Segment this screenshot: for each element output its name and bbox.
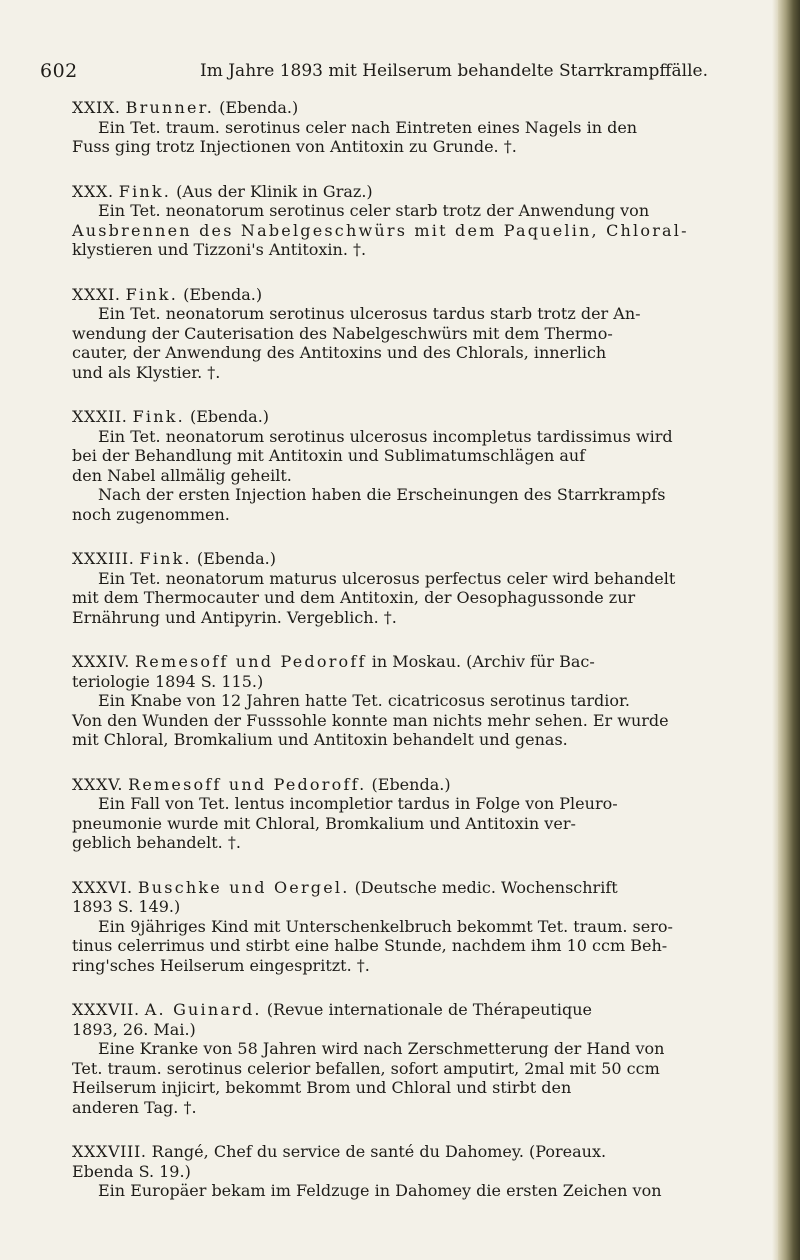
case-source-continued: 1893, 26. Mai.)	[72, 1019, 196, 1039]
case-text-line: Ein Tet. traum. serotinus celer nach Eintreten eines Nagels in den	[98, 117, 638, 137]
case-text-line: Ein Tet. neonatorum serotinus ulcerosus tardus starb trotz der An-	[98, 304, 641, 323]
case-text-line: Fuss ging trotz Injectionen von Antitoxin zu Grunde. †.	[72, 137, 517, 156]
case-source: (Ebenda.)	[371, 774, 451, 794]
case-entry	[72, 549, 762, 627]
case-heading	[72, 1000, 762, 1020]
case-heading	[72, 98, 762, 118]
case-text-line: Nach der ersten Injection haben die Erscheinungen des Starrkrampfs	[98, 485, 666, 504]
case-text-line: Von den Wunden der Fusssohle konnte man nichts mehr sehen. Er wurde	[72, 710, 669, 730]
case-entry	[72, 878, 762, 976]
case-source: Chef du service de santé du Dahomey. (Poreaux.	[213, 1142, 607, 1161]
case-text-line: tinus celerrimus und stirbt eine halbe Stunde, nachdem ihm 10 ccm Beh-	[72, 936, 668, 955]
case-number: XXXV.	[72, 774, 124, 794]
case-entry	[72, 98, 762, 157]
case-text-line: mit Chloral, Bromkalium und Antitoxin behandelt und genas.	[72, 730, 568, 749]
case-text-line: Ein Tet. neonatorum serotinus ulcerosus incompletus tardissimus wird	[98, 426, 673, 446]
case-text-line: geblich behandelt. †.	[72, 833, 241, 852]
case-author: Rangé,	[151, 1142, 209, 1161]
case-number: XXIX.	[72, 98, 121, 117]
case-source: (Ebenda.)	[190, 407, 270, 426]
case-number: XXX.	[72, 181, 114, 201]
case-number: XXXI.	[72, 284, 121, 304]
case-source: (Aus der Klinik in Graz.)	[176, 181, 373, 201]
case-heading	[72, 878, 762, 898]
case-entry	[72, 1000, 762, 1117]
case-source-continued: Ebenda S. 19.)	[72, 1161, 191, 1181]
case-heading	[72, 652, 762, 672]
case-text-line: cauter, der Anwendung des Antitoxins und des Chlorals, innerlich	[72, 343, 607, 362]
case-entry	[72, 407, 762, 524]
case-text-line: klystieren und Tizzoni's Antitoxin. †.	[72, 240, 367, 259]
case-source: (Ebenda.)	[183, 284, 263, 304]
case-number: XXXIV.	[72, 652, 130, 671]
page-body	[72, 98, 762, 1226]
case-text-line: Ausbrennen des Nabelgeschwürs mit dem Paquelin, Chloral-	[72, 220, 689, 240]
case-text-line: Ein 9jähriges Kind mit Unterschenkelbruch bekommt Tet. traum. sero-	[98, 916, 673, 936]
page-number: 602	[40, 60, 78, 82]
page-header	[40, 60, 760, 90]
case-entry	[72, 285, 762, 383]
case-entry	[72, 1142, 762, 1201]
book-binding-edge	[778, 0, 800, 1260]
case-heading	[72, 285, 762, 305]
case-heading	[72, 1142, 762, 1162]
case-heading	[72, 182, 762, 202]
case-entry	[72, 182, 762, 260]
case-text-line: Tet. traum. serotinus celerior befallen, sofort amputirt, 2mal mit 50 ccm	[72, 1058, 660, 1078]
case-text-line: mit dem Thermocauter und dem Antitoxin, der Oesophagussonde zur	[72, 588, 636, 607]
case-source: in Moskau. (Archiv für Bac-	[371, 652, 595, 671]
case-author: Buschke und Oergel.	[137, 877, 350, 897]
case-author: Fink.	[132, 407, 185, 426]
case-text-line: den Nabel allmälig geheilt.	[72, 465, 292, 485]
case-author: Brunner.	[125, 98, 215, 117]
case-number: XXXIII.	[72, 549, 135, 568]
case-source: (Revue internationale de Thérapeutique	[266, 1000, 592, 1019]
case-author: Remesoff und Pedoroff	[135, 652, 367, 671]
case-author: Remesoff und Pedoroff.	[128, 774, 367, 794]
case-text-line: wendung der Cauterisation des Nabelgeschwürs mit dem Thermo-	[72, 323, 613, 343]
case-text-line: und als Klystier. †.	[72, 362, 221, 382]
case-author: Fink.	[118, 181, 172, 201]
case-heading	[72, 549, 762, 569]
case-source-continued: 1893 S. 149.)	[72, 897, 181, 916]
case-text-line: Ernährung und Antipyrin. Vergeblich. †.	[72, 607, 397, 627]
case-text-line: Ein Fall von Tet. lentus incompletior tardus in Folge von Pleuro-	[98, 794, 618, 813]
case-source: (Ebenda.)	[219, 98, 299, 117]
case-source: (Ebenda.)	[196, 549, 276, 568]
case-text-line: Ein Tet. neonatorum serotinus celer starb trotz der Anwendung von	[98, 201, 650, 220]
case-text-line: Heilserum injicirt, bekommt Brom und Chloral und stirbt den	[72, 1078, 572, 1097]
case-source-continued: teriologie 1894 S. 115.)	[72, 671, 264, 691]
case-author: Fink.	[125, 284, 178, 304]
case-text-line: pneumonie wurde mit Chloral, Bromkalium und Antitoxin ver-	[72, 813, 576, 833]
case-text-line: Ein Europäer bekam im Feldzuge in Dahomey die ersten Zeichen von	[98, 1181, 662, 1200]
case-author: A. Guinard.	[144, 1000, 262, 1019]
running-title: Im Jahre 1893 mit Heilserum behandelte Starrkrampffälle.	[200, 61, 708, 81]
case-entry	[72, 652, 762, 750]
case-number: XXXII.	[72, 407, 128, 426]
case-text-line: Ein Knabe von 12 Jahren hatte Tet. cicatricosus serotinus tardior.	[98, 691, 630, 710]
case-text-line: noch zugenommen.	[72, 504, 230, 524]
case-author: Fink.	[139, 549, 192, 568]
case-number: XXXVII.	[72, 1000, 140, 1019]
case-text-line: Eine Kranke von 58 Jahren wird nach Zerschmetterung der Hand von	[98, 1039, 665, 1058]
case-text-line: anderen Tag. †.	[72, 1097, 197, 1117]
case-number: XXXVIII.	[72, 1142, 147, 1161]
case-source: (Deutsche medic. Wochenschrift	[354, 877, 618, 897]
case-text-line: Ein Tet. neonatorum maturus ulcerosus perfectus celer wird behandelt	[98, 568, 676, 588]
case-text-line: bei der Behandlung mit Antitoxin und Sublimatumschlägen auf	[72, 446, 586, 465]
case-text-line: ring'sches Heilserum eingespritzt. †.	[72, 955, 370, 975]
case-heading	[72, 775, 762, 795]
case-entry	[72, 775, 762, 853]
case-number: XXXVI.	[72, 877, 133, 897]
case-heading	[72, 407, 762, 427]
